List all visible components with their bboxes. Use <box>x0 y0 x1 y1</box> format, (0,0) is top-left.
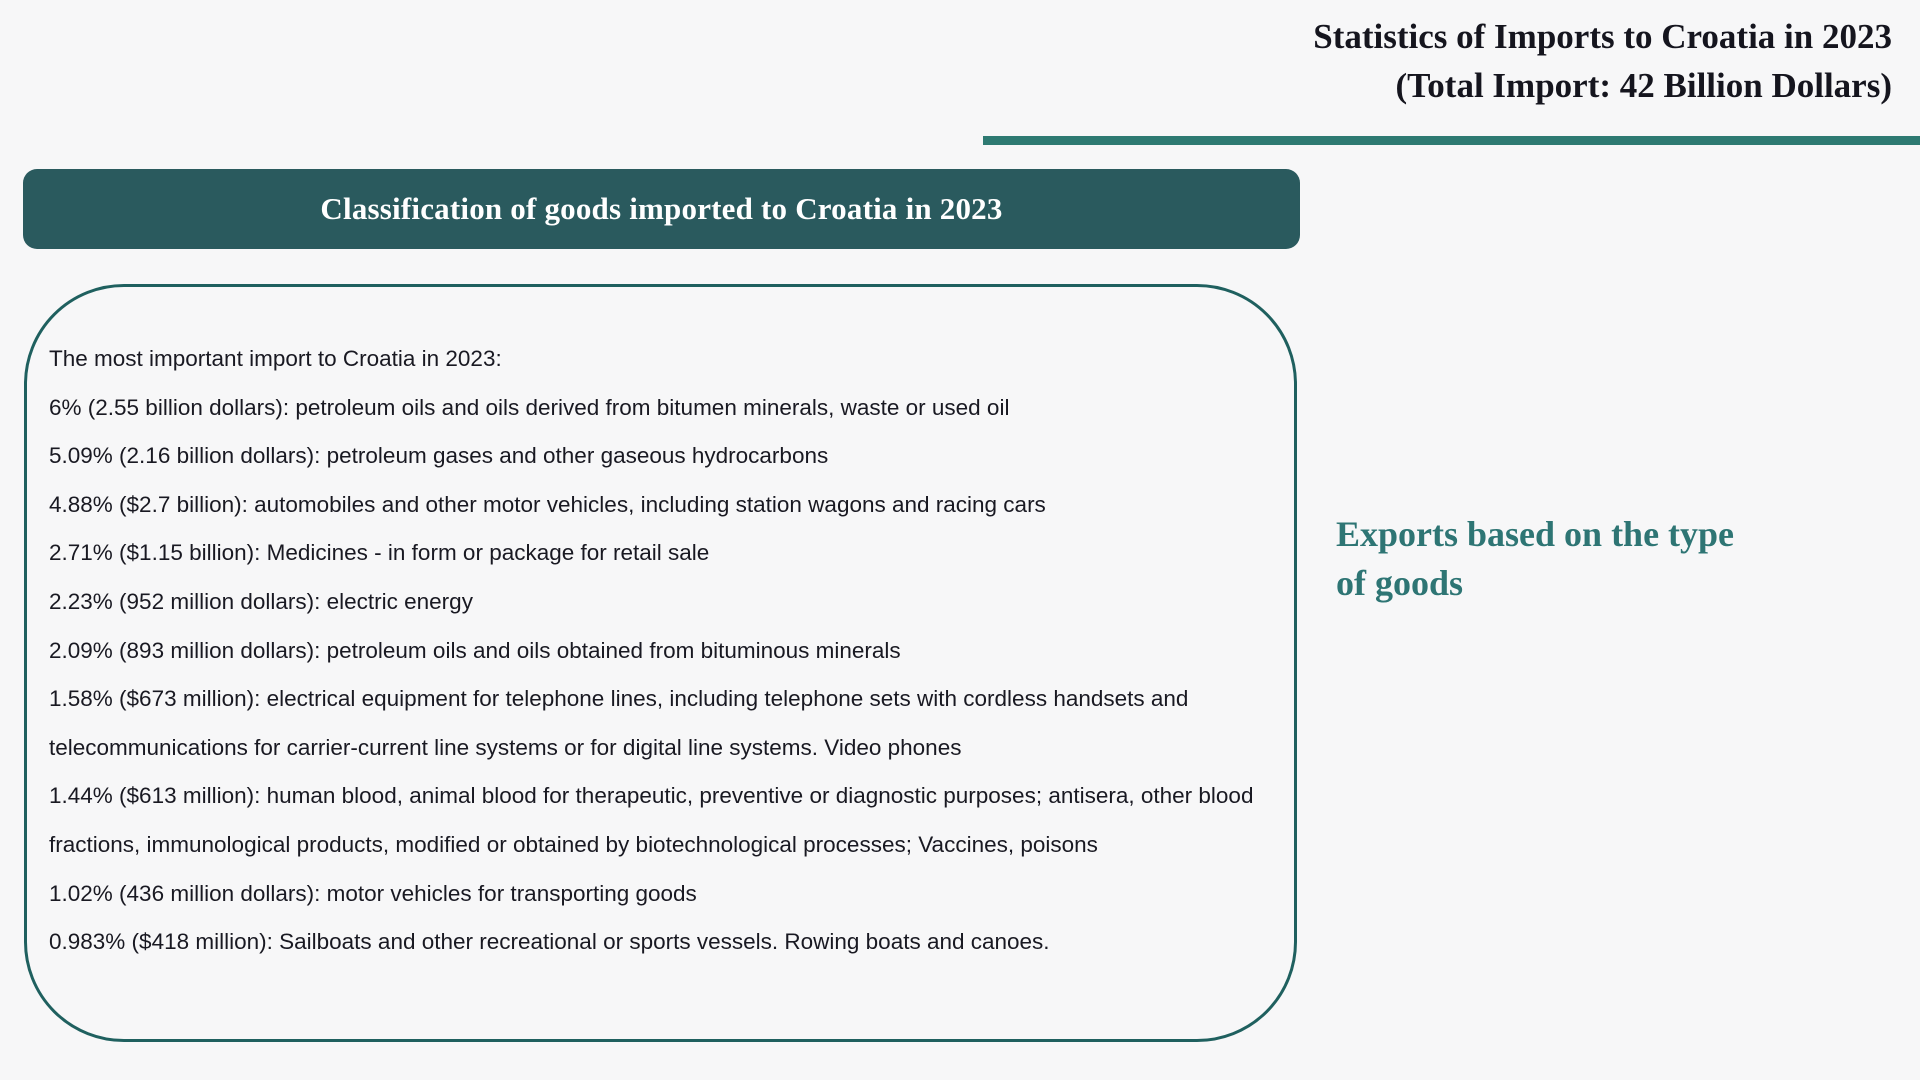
import-item: 5.09% (2.16 billion dollars): petroleum gases and other gaseous hydrocarbons <box>49 443 829 469</box>
import-item: 2.71% ($1.15 billion): Medicines - in form or package for retail sale <box>49 540 710 566</box>
import-item: 0.983% ($418 million): Sailboats and other recreational or sports vessels. Rowing boats and canoes. <box>49 929 1050 955</box>
imports-box <box>24 284 1297 1042</box>
import-item: 1.58% ($673 million): electrical equipment for telephone lines, including telephone sets with cordless handsets and telecommunications for carrier-current line systems or for digital line systems. Video phones <box>49 686 1189 760</box>
import-item: 2.23% (952 million dollars): electric energy <box>49 588 473 614</box>
page-title <box>1313 12 1892 110</box>
imports-intro: The most important import to Croatia in 2023: <box>49 346 502 371</box>
exports-section-label: Exports based on the type of goods <box>1336 514 1735 603</box>
classification-heading: Classification of goods imported to Croatia in 2023 <box>320 191 1003 226</box>
import-item: 1.02% (436 million dollars): motor vehicles for transporting goods <box>49 880 697 906</box>
import-item: 6% (2.55 billion dollars): petroleum oils and oils derived from bitumen minerals, waste or used oil <box>49 394 1010 420</box>
title-underline <box>983 136 1920 145</box>
import-item: 2.09% (893 million dollars): petroleum oils and oils obtained from bituminous minerals <box>49 637 901 663</box>
import-item: 4.88% ($2.7 billion): automobiles and other motor vehicles, including station wagons and racing cars <box>49 491 1046 517</box>
import-item: 1.44% ($613 million): human blood, animal blood for therapeutic, preventive or diagnostic purposes; antisera, other blood fractions, immunological products, modified or obtained by biotechnological processes; Vaccines, poisons <box>49 783 1254 857</box>
title-line-2: (Total Import: 42 Billion Dollars) <box>1395 66 1892 105</box>
imports-list <box>49 384 1256 967</box>
title-line-1: Statistics of Imports to Croatia in 2023 <box>1313 17 1892 56</box>
classification-banner <box>23 169 1300 249</box>
